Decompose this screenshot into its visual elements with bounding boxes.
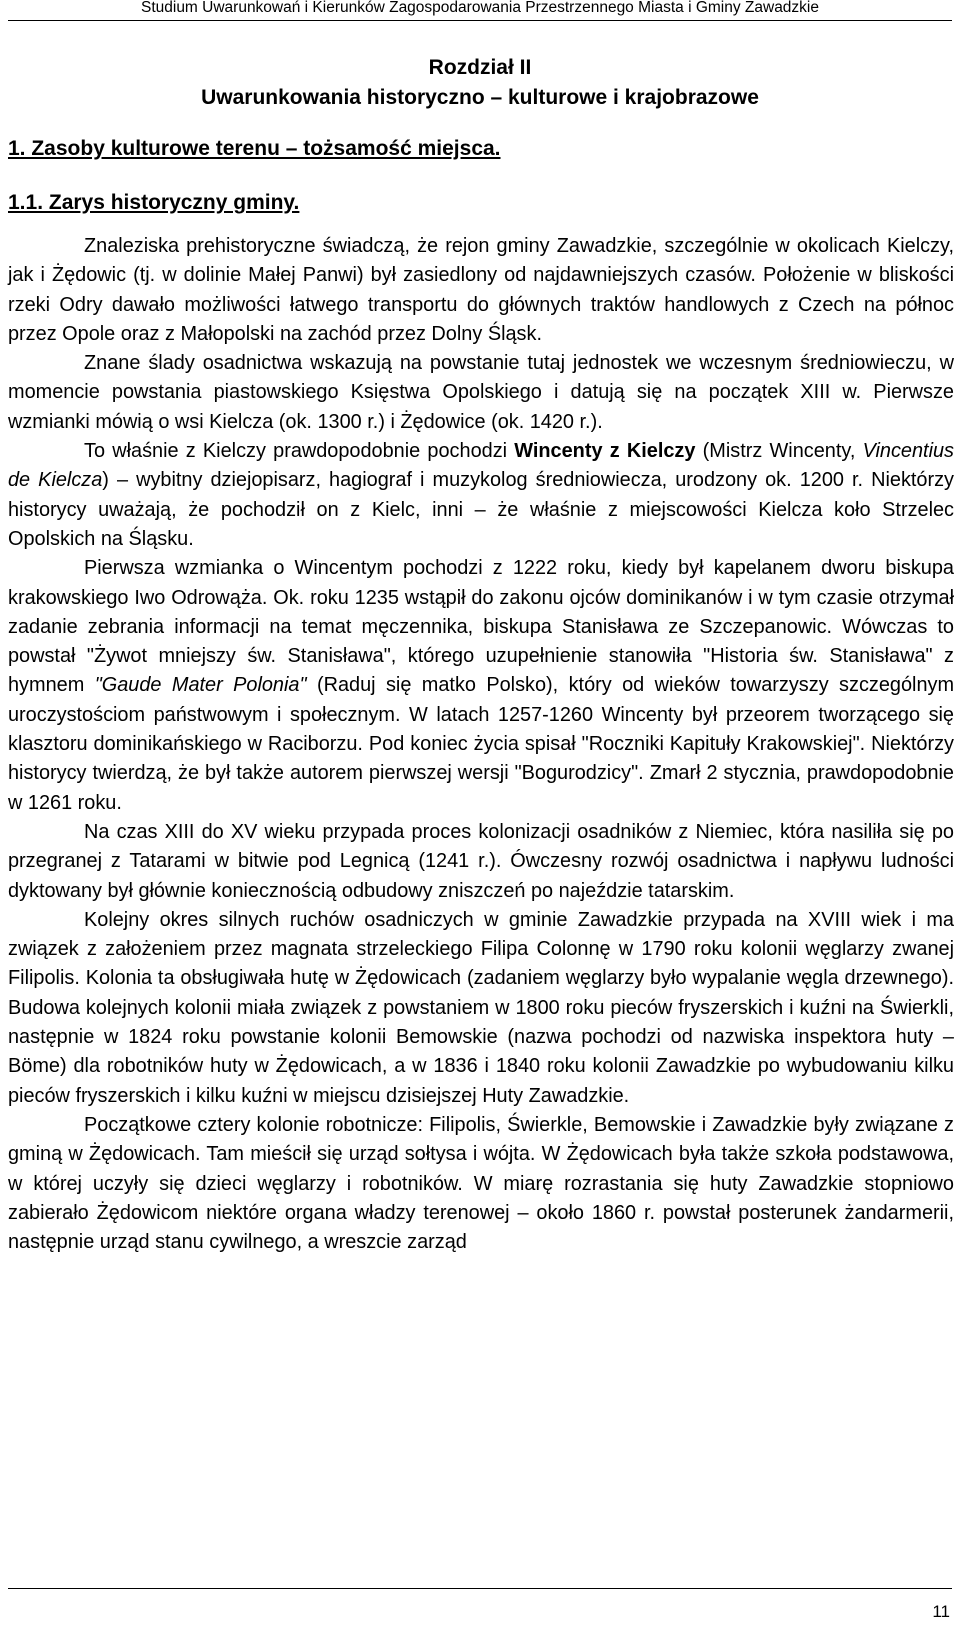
p3-text-c: ) – wybitny dziejopisarz, hagiograf i muzykolog średniowiecza, urodzony ok. 1200 r. Niektórzy historycy uważają, że pochodził on z Kielc, inni – że właśnie z miejscowości Kielcza koło Strzelec Opolskich na Śląsku. (8, 469, 954, 550)
section-heading: 1. Zasoby kulturowe terenu – tożsamość miejsca. (8, 137, 501, 160)
header-divider (8, 20, 952, 21)
p3-bold-name: Wincenty z Kielczy (514, 440, 696, 463)
page-number: 11 (932, 1602, 950, 1621)
paragraph-1: Znaleziska prehistoryczne świadczą, że rejon gminy Zawadzkie, szczególnie w okolicach Kielczy, jak i Żędowic (tj. w dolinie Małej Panwi) był zasiedlony od najdawniejszych czasów. Położenie w bliskości rzeki Odry dawało możliwości łatwego transportu do głównych traktów handlowych z Czech na północ przez Opole oraz z Małopolski na zachód przez Dolny Śląsk. (8, 235, 954, 345)
paragraph-7: Początkowe cztery kolonie robotnicze: Filipolis, Świerkle, Bemowskie i Zawadzkie były związane z gminą w Żędowicach. Tam mieścił się urząd sołtysa i wójta. W Żędowicach była także szkoła podstawowa, w której uczyły się dzieci węglarzy i robotników. W miarę rozrastania się huty Zawadzkie stopniowo zabierało Żędowicom niektóre organa władzy terenowej – około 1860 r. powstał posterunek żandarmerii, następnie urząd stanu cywilnego, a wreszcie zarząd (8, 1113, 954, 1254)
p4-text-b: (Raduj się matko Polsko), który od wieków towarzyszy szczególnym uroczystościom państwowym i społecznym. W latach 1257-1260 Wincenty był przeorem tworzącego się klasztoru dominikańskiego w Raciborzu. Pod koniec życia spisał "Roczniki Kapituły Krakowskiej". Niektórzy historycy twierdzą, że był także autorem pierwszej wersji "Bogurodzicy". Zmarł 2 stycznia, prawdopodobnie w 1261 roku. (8, 674, 955, 814)
chapter-title: Rozdział II (428, 56, 532, 79)
paragraph-6: Kolejny okres silnych ruchów osadniczych w gminie Zawadzkie przypada na XVIII wiek i ma związek z założeniem przez magnata strzeleckiego Filipa Colonnę w 1790 roku kolonii węglarzy zwanej Filipolis. Kolonia ta obsługiwała hutę w Żędowicach (zadaniem węglarzy było wypalanie węgla drzewnego). Budowa kolejnych kolonii miała związek z powstaniem w 1800 roku pieców fryszerskich i kuźni na Świerkli, następnie w 1824 roku powstanie kolonii Bemowskie (nazwa pochodzi od nazwiska inspektora huty – Böme) dla robotników huty w Żędowicach, a w 1836 i 1840 roku kolonii Zawadzkie po wybudowaniu kilku pieców fryszerskich i kilku kuźni w miejscu dzisiejszej Huty Zawadzkie. (8, 908, 954, 1107)
running-header: Studium Uwarunkowań i Kierunków Zagospodarowania Przestrzennego Miasta i Gminy Zawadzkie (140, 0, 819, 16)
paragraph-5: Na czas XIII do XV wieku przypada proces kolonizacji osadników z Niemiec, która nasiliła się po przegranej z Tatarami w bitwie pod Legnicą (1241 r.). Ówczesny rozwój osadnictwa i napływu ludności dyktowany był głównie koniecznością odbudowy zniszczeń po najeździe tatarskim. (8, 820, 954, 902)
p4-italic-hymn: "Gaude Mater Polonia" (94, 674, 307, 697)
document-body (8, 232, 954, 1257)
p3-italic-name: Vincentius de Kielcza (8, 440, 954, 492)
paragraph-3 (8, 437, 954, 554)
footer-divider (8, 1588, 952, 1589)
p3-text-a: To właśnie z Kielczy prawdopodobnie pochodzi (84, 440, 515, 463)
paragraph-2: Znane ślady osadnictwa wskazują na powstanie tutaj jednostek we wczesnym średniowieczu, w momencie powstania piastowskiego Księstwa Opolskiego i datują się na początek XIII w. Pierwsze wzmianki mówią o wsi Kielcza (ok. 1300 r.) i Żędowice (ok. 1420 r.). (8, 352, 954, 433)
p4-text-a: Pierwsza wzmianka o Wincentym pochodzi z 1222 roku, kiedy był kapelanem dworu biskupa krakowskiego Iwo Odrowąża. Ok. roku 1235 wstąpił do zakonu ojców dominikanów i w tym czasie otrzymał zadanie zebrania informacji na temat męczennika, biskupa Stanisława ze Szczepanowic. Wówczas to powstał "Żywot mniejszy św. Stanisława", którego uzupełnienie stanowiła "Historia św. Stanisława" z hymnem (8, 557, 954, 697)
chapter-subtitle: Uwarunkowania historyczno – kulturowe i krajobrazowe (201, 86, 759, 109)
subsection-heading: 1.1. Zarys historyczny gminy. (8, 191, 300, 214)
p3-text-b: (Mistrz Wincenty, (695, 440, 863, 463)
paragraph-4 (8, 554, 954, 818)
